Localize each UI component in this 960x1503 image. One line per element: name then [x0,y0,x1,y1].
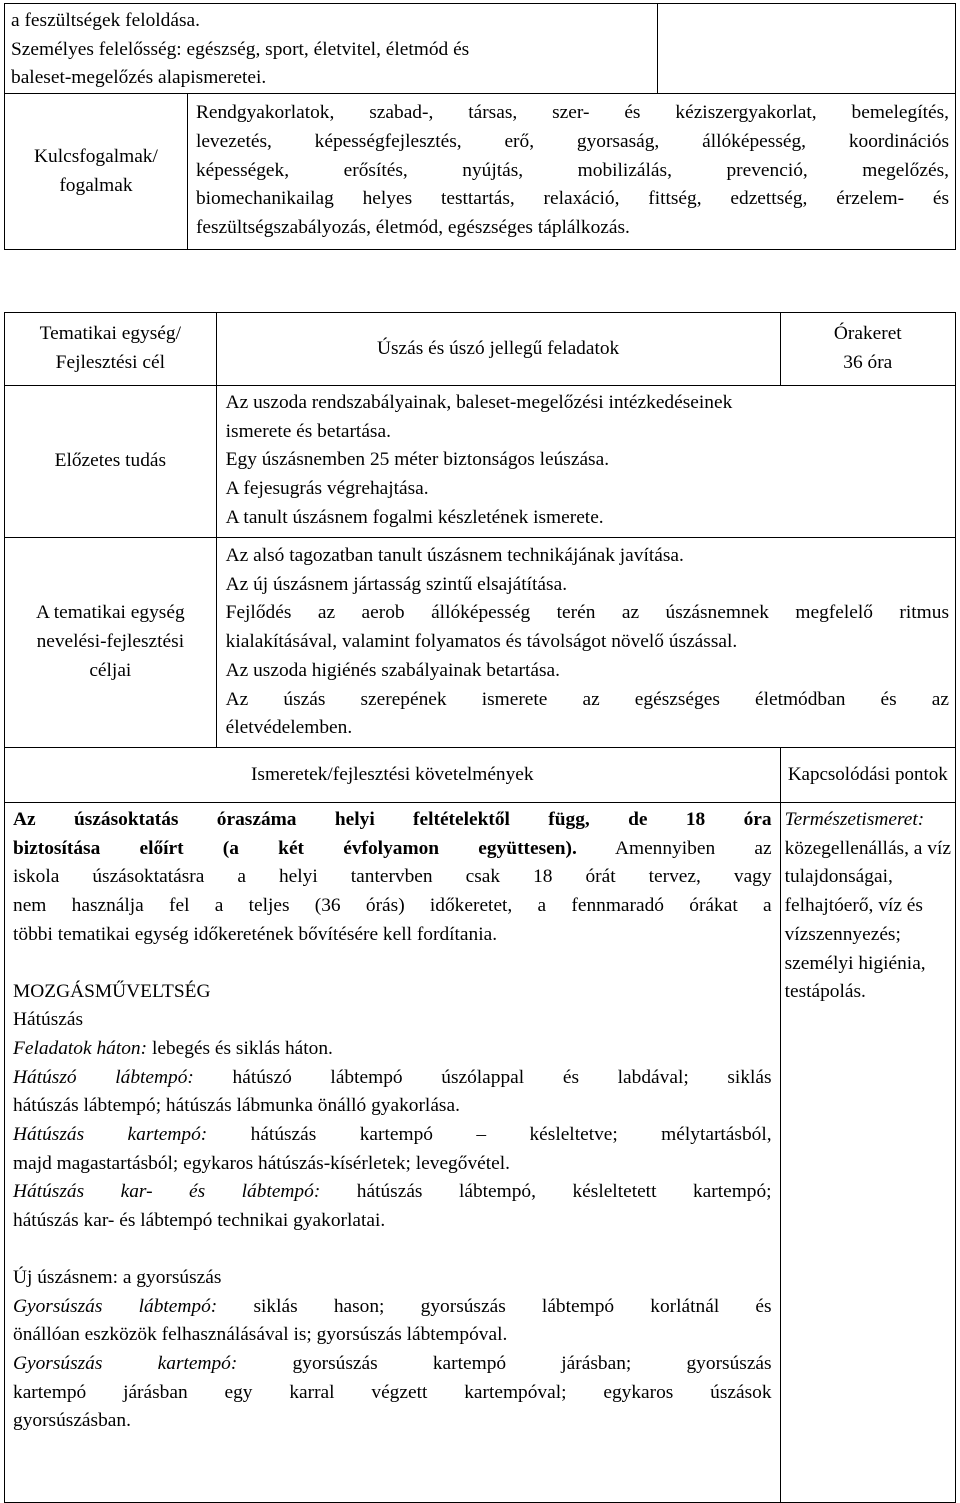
backstroke-item: Hátúszó lábtempó: hátúszó lábtempó úszólappal és labdával; siklás [13,1066,772,1088]
requirements-text [5,803,781,1503]
text-line: Az úszás szerepének ismerete az egészséges életmódban és az [225,688,949,710]
intro-line: iskola úszásoktatásra a helyi tantervben csak 18 órát tervez, vagy [13,866,772,888]
label-line: Tematikai egység/ [39,323,181,345]
links-header: Kapcsolódási pontok [780,748,955,803]
intro-line: többi tematikai egység időkeretének bővítésére kell fordítania. [13,923,498,945]
links-line: felhajtóerő, víz és [784,895,923,917]
goals-label [5,538,217,748]
backstroke-item: Feladatok háton: lebegés és siklás háton. [13,1037,333,1059]
text-line: Az uszoda higiénés szabályainak betartása. [225,659,561,681]
freestyle-title: Új úszásnem: a gyorsúszás [13,1266,222,1288]
previous-section-text [5,4,658,94]
links-text [780,803,955,1503]
intro-line: nem használja fel a teljes (36 órás) időkeretet, a fennmaradó órákat a [13,895,772,917]
text-line: Fejlődés az aerob állóképesség terén az úszásnemnek megfelelő ritmus [225,602,949,624]
text-line: életvédelemben. [225,717,353,739]
links-line: vízszennyezés; [784,923,901,945]
empty-cell [657,4,955,94]
backstroke-item: Hátúszás kar- és lábtempó: hátúszás lábtempó, késleltetett kartempó; [13,1181,772,1203]
label-line: fogalmak [59,174,133,196]
key-concepts-label [5,94,188,250]
text-line: Az alsó tagozatban tanult úszásnem technikájának javítása. [225,545,684,566]
text-line: biomechanikailag helyes testtartás, relaxáció, fittség, edzettség, érzelem- és [195,188,949,210]
freestyle-item: önállóan eszközök felhasználásával is; gyorsúszás lábtempóval. [13,1324,508,1346]
label-line: A tematikai egység [36,602,185,624]
prior-knowledge-text [216,386,955,538]
links-line: közegellenállás, a víz [784,837,951,859]
thematic-unit-table [4,312,956,1503]
text-line: feszültségszabályozás, életmód, egészséges táplálkozás. [195,216,630,238]
text-line: a feszültségek feloldása. [11,10,200,31]
text-line: Az új úszásnem jártasság szintű elsajátítása. [225,573,568,595]
hours-label: Órakeret [833,323,902,345]
hours-cell [780,313,955,386]
text-line: Egy úszásnemben 25 méter biztonságos leúszása. [225,449,610,471]
text-line: képességek, erősítés, nyújtás, mobilizálás, prevenció, megelőzés, [195,159,949,181]
goals-text [216,538,955,748]
label-line: céljai [89,659,132,681]
intro-line: biztosítása előírt (a két évfolyamon együttesen). Amennyiben az [13,837,772,859]
links-line: személyi higiénia, [784,952,926,974]
text-line: levezetés, képességfejlesztés, erő, gyorsaság, állóképesség, koordinációs [195,130,949,152]
label-line: Fejlesztési cél [55,352,165,373]
intro-line: Az úszásoktatás óraszáma helyi feltételektől függ, de 18 óra [13,809,772,830]
freestyle-item: kartempó járásban egy karral végzett kartempóval; egykaros úszások [13,1381,772,1403]
label-line: Kulcsfogalmak/ [34,145,158,167]
text-line: Az uszoda rendszabályainak, baleset-megelőzési intézkedéseinek [225,392,733,413]
freestyle-item: Gyorsúszás lábtempó: siklás hason; gyorsúszás lábtempó korlátnál és [13,1295,772,1317]
text-line: kialakításával, valamint folyamatos és távolságot növelő úszással. [225,631,738,653]
freestyle-item: gyorsúszásban. [13,1410,131,1432]
links-line: tulajdonságai, [784,866,893,888]
text-line: ismerete és betartása. [225,420,391,442]
section-title: MOZGÁSMŰVELTSÉG [13,980,211,1002]
backstroke-item: hátúszás lábtempó; hátúszás lábmunka önálló gyakorlása. [13,1095,460,1117]
text-line: Rendgyakorlatok, szabad-, társas, szer- és kéziszergyakorlat, bemelegítés, [195,102,949,124]
requirements-header: Ismeretek/fejlesztési követelmények [5,748,781,803]
text-line: A tanult úszásnem fogalmi készletének ismerete. [225,506,604,528]
text-line: baleset-megelőzés alapismeretei. [11,67,267,89]
backstroke-item: majd magastartásból; egykaros hátúszás-kísérletek; levegővétel. [13,1152,510,1174]
key-concepts-table [4,3,956,250]
hours-value: 36 óra [843,352,893,373]
text-line: A fejesugrás végrehajtása. [225,478,429,500]
backstroke-item: Hátúszás kartempó: hátúszás kartempó – késleltetve; mélytartásból, [13,1124,772,1146]
label-line: nevelési-fejlesztési [36,631,185,653]
backstroke-title: Hátúszás [13,1009,83,1031]
text-line: Személyes felelősség: egészség, sport, életvitel, életmód és [11,38,470,60]
key-concepts-text [187,94,955,250]
backstroke-item: hátúszás kar- és lábtempó technikai gyakorlatai. [13,1210,386,1232]
freestyle-item: Gyorsúszás kartempó: gyorsúszás kartempó járásban; gyorsúszás [13,1352,772,1374]
links-subject: Természetismeret: [784,809,925,830]
prior-knowledge-label: Előzetes tudás [5,386,217,538]
unit-title: Úszás és úszó jellegű feladatok [216,313,780,386]
links-line: testápolás. [784,981,866,1003]
unit-label [5,313,217,386]
